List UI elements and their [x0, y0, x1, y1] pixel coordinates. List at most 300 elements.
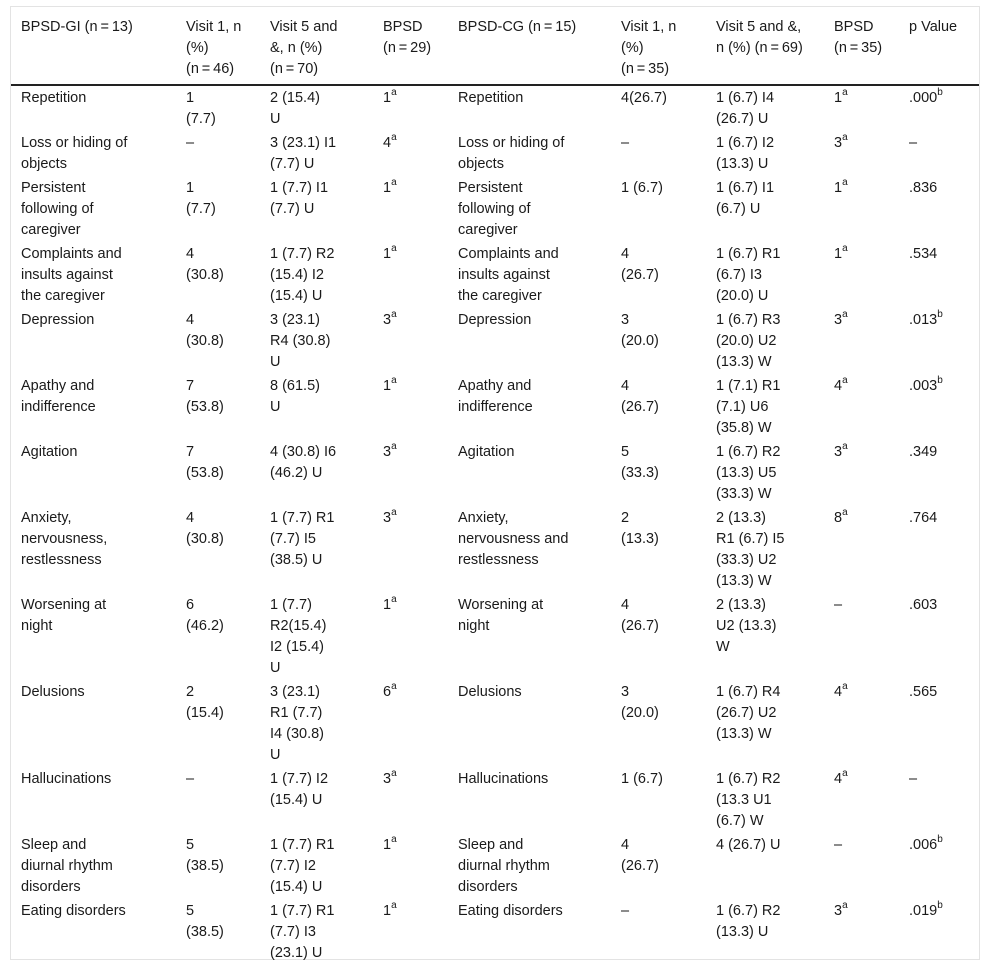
gi-bpsd-cell-value: 1	[383, 90, 392, 106]
gi-symptom-cell-line: Agitation	[21, 444, 78, 460]
cg-symptom-cell-line: Repetition	[458, 90, 524, 106]
cg-visit1-cell-line: (20.0)	[621, 333, 659, 349]
gi-bpsd-cell	[373, 506, 448, 593]
header-line: (n = 35)	[834, 40, 883, 56]
gi-symptom-cell	[11, 767, 176, 833]
p-value-cell-value: .013	[909, 312, 938, 328]
cg-visit5-cell	[706, 440, 824, 506]
cg-symptom-cell	[448, 374, 611, 440]
gi-bpsd-cell	[373, 374, 448, 440]
gi-symptom-cell	[11, 85, 176, 131]
cg-visit5-cell-line: 1 (6.7) R3	[716, 312, 781, 328]
gi-symptom-cell	[11, 374, 176, 440]
cg-visit1-cell-line: –	[621, 135, 630, 151]
gi-visit5-cell-line: (7.7) U	[270, 156, 315, 172]
gi-visit5-cell	[260, 593, 373, 680]
table-frame	[10, 6, 980, 960]
header-line: Visit 5 and &,	[716, 19, 802, 35]
gi-symptom-cell-line: Eating disorders	[21, 903, 126, 919]
gi-symptom-cell-line: indifference	[21, 399, 96, 415]
header-line: Visit 1, n	[186, 19, 242, 35]
cg-visit5-cell	[706, 899, 824, 965]
gi-bpsd-cell-value: 3	[383, 510, 392, 526]
gi-bpsd-cell-footnote: a	[391, 834, 397, 846]
cg-symptom-cell	[448, 593, 611, 680]
cg-visit1-cell	[611, 899, 706, 965]
cg-symptom-cell-line: night	[458, 618, 490, 634]
cg-bpsd-cell-value: 1	[834, 180, 843, 196]
gi-symptom-cell-line: the caregiver	[21, 288, 105, 304]
cg-symptom-cell-line: disorders	[458, 879, 518, 895]
cg-bpsd-cell-value: –	[834, 837, 843, 853]
cg-visit5-cell-line: (6.7) W	[716, 813, 764, 829]
p-value-cell-footnote: b	[937, 87, 943, 99]
gi-symptom-cell-line: disorders	[21, 879, 81, 895]
gi-bpsd-cell-footnote: a	[391, 87, 397, 99]
cg-visit1-cell-line: (26.7)	[621, 399, 659, 415]
p-value-cell	[899, 176, 979, 242]
table-row	[11, 767, 979, 833]
gi-visit5-cell-line: (7.7) I5	[270, 531, 316, 547]
cg-visit1-cell-line: 4	[621, 837, 630, 853]
p-value-cell-value: .349	[909, 444, 938, 460]
cg-visit1-cell	[611, 176, 706, 242]
header-line: (n = 35)	[621, 61, 670, 77]
cg-bpsd-cell	[824, 440, 899, 506]
cg-bpsd-cell	[824, 85, 899, 131]
gi-bpsd-cell-footnote: a	[391, 309, 397, 321]
gi-symptom-cell-line: Loss or hiding of	[21, 135, 128, 151]
p-value-cell-value: –	[909, 135, 918, 151]
gi-visit1-cell-line: (53.8)	[186, 465, 224, 481]
gi-bpsd-cell-value: 3	[383, 444, 392, 460]
p-value-cell	[899, 242, 979, 308]
gi-visit1-cell	[176, 593, 260, 680]
gi-visit1-cell-line: (15.4)	[186, 705, 224, 721]
gi-visit5-cell-line: 3 (23.1)	[270, 684, 320, 700]
cg-visit5-cell	[706, 242, 824, 308]
col-cg-visit1-header	[611, 7, 706, 85]
gi-symptom-cell-line: nervousness,	[21, 531, 108, 547]
gi-symptom-cell-line: caregiver	[21, 222, 81, 238]
gi-visit5-cell	[260, 767, 373, 833]
cg-bpsd-cell-value: 3	[834, 444, 843, 460]
gi-visit1-cell	[176, 899, 260, 965]
cg-bpsd-cell-footnote: a	[842, 87, 848, 99]
cg-visit5-cell-line: 2 (13.3)	[716, 510, 766, 526]
gi-visit1-cell	[176, 176, 260, 242]
table-row	[11, 680, 979, 767]
cg-visit1-cell-line: –	[621, 903, 630, 919]
cg-visit1-cell-line: 2	[621, 510, 630, 526]
cg-symptom-cell	[448, 308, 611, 374]
gi-bpsd-cell-footnote: a	[391, 243, 397, 255]
header-line: (n = 70)	[270, 61, 319, 77]
cg-visit5-cell-line: (13.3 U1	[716, 792, 772, 808]
cg-bpsd-cell-value: 3	[834, 312, 843, 328]
gi-visit1-cell	[176, 374, 260, 440]
p-value-cell	[899, 593, 979, 680]
cg-visit5-cell-line: (13.3) W	[716, 573, 772, 589]
gi-visit5-cell	[260, 85, 373, 131]
header-line: BPSD	[834, 19, 874, 35]
gi-symptom-cell-line: night	[21, 618, 53, 634]
gi-bpsd-cell	[373, 767, 448, 833]
cg-visit5-cell-line: 1 (7.1) R1	[716, 378, 781, 394]
p-value-cell-value: .565	[909, 684, 938, 700]
gi-visit5-cell-line: (15.4) U	[270, 792, 323, 808]
cg-visit5-cell-line: (33.3) U2	[716, 552, 777, 568]
cg-visit5-cell-line: 1 (6.7) R2	[716, 903, 781, 919]
gi-visit1-cell-line: –	[186, 771, 195, 787]
gi-visit1-cell-line: (53.8)	[186, 399, 224, 415]
gi-symptom-cell	[11, 680, 176, 767]
cg-bpsd-cell	[824, 593, 899, 680]
table-row	[11, 833, 979, 899]
gi-bpsd-cell-value: 4	[383, 135, 392, 151]
gi-visit1-cell-line: 5	[186, 837, 195, 853]
gi-symptom-cell-line: Apathy and	[21, 378, 95, 394]
p-value-cell	[899, 506, 979, 593]
gi-bpsd-cell	[373, 176, 448, 242]
cg-symptom-cell-line: Depression	[458, 312, 532, 328]
gi-visit5-cell-line: 2 (15.4)	[270, 90, 320, 106]
cg-bpsd-cell-footnote: a	[842, 177, 848, 189]
cg-visit5-cell-line: 4 (26.7) U	[716, 837, 781, 853]
p-value-cell-footnote: b	[937, 375, 943, 387]
gi-visit5-cell-line: I2 (15.4)	[270, 639, 324, 655]
gi-visit5-cell	[260, 242, 373, 308]
cg-bpsd-cell-footnote: a	[842, 132, 848, 144]
cg-visit1-cell-line: 5	[621, 444, 630, 460]
cg-bpsd-cell	[824, 767, 899, 833]
gi-symptom-cell-line: Persistent	[21, 180, 86, 196]
gi-symptom-cell	[11, 131, 176, 176]
cg-visit5-cell	[706, 767, 824, 833]
header-line: p Value	[909, 19, 958, 35]
gi-visit5-cell-line: R1 (7.7)	[270, 705, 323, 721]
col-bpsd-cg-header	[448, 7, 611, 85]
gi-visit1-cell-line: (30.8)	[186, 333, 224, 349]
gi-visit5-cell-line: 4 (30.8) I6	[270, 444, 337, 460]
cg-visit1-cell	[611, 593, 706, 680]
gi-symptom-cell	[11, 833, 176, 899]
gi-visit5-cell-line: 8 (61.5)	[270, 378, 320, 394]
gi-bpsd-cell-footnote: a	[391, 768, 397, 780]
gi-symptom-cell	[11, 308, 176, 374]
gi-visit5-cell-line: (46.2) U	[270, 465, 323, 481]
gi-visit5-cell	[260, 506, 373, 593]
p-value-cell-value: .603	[909, 597, 938, 613]
header-line: BPSD-CG (n = 15)	[458, 19, 577, 35]
header-line: n (%) (n = 69)	[716, 40, 803, 56]
header-line: BPSD-GI (n = 13)	[21, 19, 133, 35]
cg-visit1-cell-line: (26.7)	[621, 618, 659, 634]
cg-visit5-cell-line: (33.3) W	[716, 486, 772, 502]
gi-bpsd-cell-value: 3	[383, 771, 392, 787]
gi-visit5-cell-line: U	[270, 399, 281, 415]
cg-visit5-cell-line: (13.3) W	[716, 354, 772, 370]
gi-visit1-cell-line: 4	[186, 510, 195, 526]
gi-visit1-cell-line: (7.7)	[186, 111, 216, 127]
header-line: Visit 1, n	[621, 19, 677, 35]
table-row	[11, 308, 979, 374]
gi-visit1-cell	[176, 308, 260, 374]
header-line: Visit 5 and	[270, 19, 338, 35]
cg-bpsd-cell-value: 1	[834, 246, 843, 262]
p-value-cell	[899, 374, 979, 440]
gi-bpsd-cell-footnote: a	[391, 594, 397, 606]
bpsd-comparison-table	[11, 7, 979, 965]
gi-symptom-cell	[11, 242, 176, 308]
gi-visit5-cell-line: (15.4) U	[270, 879, 323, 895]
gi-visit5-cell-line: I4 (30.8)	[270, 726, 324, 742]
cg-visit5-cell	[706, 374, 824, 440]
p-value-cell	[899, 131, 979, 176]
cg-visit5-cell-line: (13.3) U	[716, 156, 769, 172]
cg-bpsd-cell-value: 1	[834, 90, 843, 106]
table-header	[11, 7, 979, 85]
gi-visit1-cell-line: 1	[186, 180, 195, 196]
gi-bpsd-cell-value: 1	[383, 246, 392, 262]
cg-visit1-cell-line: 4	[621, 378, 630, 394]
gi-visit5-cell	[260, 680, 373, 767]
cg-visit1-cell-line: 4	[621, 597, 630, 613]
cg-visit1-cell-line: 4(26.7)	[621, 90, 667, 106]
cg-visit5-cell	[706, 176, 824, 242]
gi-visit1-cell-line: 5	[186, 903, 195, 919]
cg-bpsd-cell	[824, 242, 899, 308]
cg-visit1-cell-line: (20.0)	[621, 705, 659, 721]
gi-symptom-cell	[11, 176, 176, 242]
gi-visit1-cell-line: 2	[186, 684, 195, 700]
col-cg-visit5-header	[706, 7, 824, 85]
table-row	[11, 593, 979, 680]
cg-visit1-cell	[611, 680, 706, 767]
gi-visit1-cell	[176, 506, 260, 593]
cg-symptom-cell	[448, 176, 611, 242]
header-line: (n = 46)	[186, 61, 235, 77]
cg-bpsd-cell-value: 3	[834, 135, 843, 151]
cg-bpsd-cell	[824, 131, 899, 176]
gi-symptom-cell-line: Complaints and	[21, 246, 122, 262]
gi-visit1-cell-line: (38.5)	[186, 858, 224, 874]
gi-visit5-cell-line: 1 (7.7) R2	[270, 246, 335, 262]
cg-visit1-cell	[611, 506, 706, 593]
cg-symptom-cell	[448, 242, 611, 308]
cg-visit5-cell-line: 1 (6.7) I4	[716, 90, 775, 106]
header-row	[11, 7, 979, 85]
cg-visit5-cell-line: (6.7) I3	[716, 267, 762, 283]
gi-visit5-cell-line: (23.1) U	[270, 945, 323, 961]
gi-symptom-cell-line: insults against	[21, 267, 113, 283]
cg-bpsd-cell-value: –	[834, 597, 843, 613]
col-gi-visit5-header	[260, 7, 373, 85]
gi-bpsd-cell	[373, 833, 448, 899]
gi-symptom-cell-line: Repetition	[21, 90, 87, 106]
cg-bpsd-cell	[824, 680, 899, 767]
table-row	[11, 242, 979, 308]
gi-bpsd-cell	[373, 593, 448, 680]
cg-bpsd-cell-value: 3	[834, 903, 843, 919]
cg-bpsd-cell-value: 4	[834, 771, 843, 787]
gi-bpsd-cell-footnote: a	[391, 507, 397, 519]
gi-visit1-cell	[176, 440, 260, 506]
col-cg-bpsd-header	[824, 7, 899, 85]
cg-visit1-cell-line: 1 (6.7)	[621, 180, 663, 196]
gi-bpsd-cell-footnote: a	[391, 681, 397, 693]
cg-symptom-cell-line: diurnal rhythm	[458, 858, 550, 874]
gi-bpsd-cell-footnote: a	[391, 132, 397, 144]
cg-visit1-cell-line: (13.3)	[621, 531, 659, 547]
col-p-value-header	[899, 7, 979, 85]
cg-visit5-cell-line: (26.7) U2	[716, 705, 777, 721]
gi-symptom-cell	[11, 593, 176, 680]
gi-symptom-cell-line: Worsening at	[21, 597, 107, 613]
cg-symptom-cell-line: Hallucinations	[458, 771, 549, 787]
cg-visit5-cell-line: (7.1) U6	[716, 399, 769, 415]
gi-visit1-cell	[176, 242, 260, 308]
p-value-cell	[899, 680, 979, 767]
gi-visit5-cell-line: (15.4) I2	[270, 267, 324, 283]
p-value-cell-footnote: b	[937, 834, 943, 846]
cg-bpsd-cell-footnote: a	[842, 507, 848, 519]
cg-visit5-cell-line: R1 (6.7) I5	[716, 531, 785, 547]
gi-visit5-cell-line: (38.5) U	[270, 552, 323, 568]
gi-symptom-cell-line: Anxiety,	[21, 510, 72, 526]
cg-visit5-cell-line: (6.7) U	[716, 201, 761, 217]
gi-bpsd-cell	[373, 680, 448, 767]
cg-visit5-cell-line: 2 (13.3)	[716, 597, 766, 613]
gi-visit1-cell	[176, 131, 260, 176]
cg-bpsd-cell-footnote: a	[842, 309, 848, 321]
gi-symptom-cell	[11, 899, 176, 965]
gi-visit5-cell	[260, 374, 373, 440]
table-row	[11, 85, 979, 131]
cg-symptom-cell	[448, 833, 611, 899]
gi-symptom-cell-line: diurnal rhythm	[21, 858, 113, 874]
gi-bpsd-cell-footnote: a	[391, 441, 397, 453]
cg-bpsd-cell-footnote: a	[842, 768, 848, 780]
p-value-cell-footnote: b	[937, 309, 943, 321]
gi-bpsd-cell-value: 1	[383, 180, 392, 196]
cg-visit5-cell-line: U2 (13.3)	[716, 618, 777, 634]
cg-symptom-cell	[448, 767, 611, 833]
gi-visit5-cell-line: (7.7) I2	[270, 858, 316, 874]
gi-visit5-cell-line: 1 (7.7) R1	[270, 903, 335, 919]
header-line: &, n (%)	[270, 40, 323, 56]
header-line: BPSD	[383, 19, 423, 35]
gi-visit5-cell-line: 3 (23.1)	[270, 312, 320, 328]
cg-symptom-cell-line: Delusions	[458, 684, 522, 700]
gi-symptom-cell	[11, 506, 176, 593]
gi-symptom-cell-line: objects	[21, 156, 67, 172]
cg-visit1-cell-line: 3	[621, 684, 630, 700]
cg-bpsd-cell-footnote: a	[842, 900, 848, 912]
cg-visit5-cell-line: 1 (6.7) I1	[716, 180, 775, 196]
cg-bpsd-cell	[824, 506, 899, 593]
cg-visit5-cell	[706, 506, 824, 593]
gi-symptom-cell-line: Sleep and	[21, 837, 87, 853]
gi-visit1-cell	[176, 833, 260, 899]
cg-symptom-cell-line: Agitation	[458, 444, 515, 460]
cg-visit1-cell-line: 3	[621, 312, 630, 328]
cg-symptom-cell-line: Apathy and	[458, 378, 532, 394]
gi-visit1-cell-line: 6	[186, 597, 195, 613]
cg-symptom-cell-line: nervousness and	[458, 531, 569, 547]
cg-symptom-cell-line: Loss or hiding of	[458, 135, 565, 151]
gi-bpsd-cell-value: 6	[383, 684, 392, 700]
cg-bpsd-cell-value: 8	[834, 510, 843, 526]
cg-symptom-cell-line: following of	[458, 201, 531, 217]
gi-symptom-cell-line: restlessness	[21, 552, 102, 568]
cg-visit5-cell-line: (35.8) W	[716, 420, 772, 436]
gi-visit5-cell	[260, 833, 373, 899]
table-row	[11, 899, 979, 965]
gi-visit5-cell-line: 1 (7.7)	[270, 597, 312, 613]
cg-symptom-cell-line: Anxiety,	[458, 510, 509, 526]
gi-visit5-cell-line: R2(15.4)	[270, 618, 327, 634]
gi-symptom-cell-line: following of	[21, 201, 94, 217]
cg-visit1-cell-line: 4	[621, 246, 630, 262]
cg-visit1-cell	[611, 833, 706, 899]
cg-visit5-cell	[706, 85, 824, 131]
p-value-cell-value: –	[909, 771, 918, 787]
cg-visit5-cell-line: 1 (6.7) R2	[716, 771, 781, 787]
p-value-cell-value: .534	[909, 246, 938, 262]
cg-bpsd-cell	[824, 176, 899, 242]
gi-visit5-cell	[260, 131, 373, 176]
cg-visit5-cell-line: 1 (6.7) R1	[716, 246, 781, 262]
gi-visit1-cell-line: (38.5)	[186, 924, 224, 940]
cg-symptom-cell-line: insults against	[458, 267, 550, 283]
cg-visit1-cell	[611, 308, 706, 374]
cg-symptom-cell-line: Worsening at	[458, 597, 544, 613]
p-value-cell-value: .836	[909, 180, 938, 196]
cg-symptom-cell-line: Eating disorders	[458, 903, 563, 919]
gi-visit5-cell-line: 1 (7.7) R1	[270, 837, 335, 853]
cg-visit5-cell-line: (20.0) U2	[716, 333, 777, 349]
cg-symptom-cell	[448, 506, 611, 593]
gi-visit1-cell	[176, 85, 260, 131]
p-value-cell-value: .006	[909, 837, 938, 853]
gi-bpsd-cell-footnote: a	[391, 900, 397, 912]
cg-visit5-cell-line: (26.7) U	[716, 111, 769, 127]
cg-visit5-cell-line: (13.3) U5	[716, 465, 777, 481]
p-value-cell	[899, 308, 979, 374]
gi-visit1-cell-line: (46.2)	[186, 618, 224, 634]
gi-visit1-cell-line: (30.8)	[186, 531, 224, 547]
cg-symptom-cell	[448, 85, 611, 131]
gi-visit1-cell-line: (7.7)	[186, 201, 216, 217]
gi-visit5-cell-line: 1 (7.7) R1	[270, 510, 335, 526]
cg-visit5-cell-line: (13.3) U	[716, 924, 769, 940]
cg-visit5-cell-line: 1 (6.7) R2	[716, 444, 781, 460]
gi-visit1-cell-line: 4	[186, 312, 195, 328]
gi-bpsd-cell-value: 1	[383, 903, 392, 919]
cg-visit5-cell	[706, 308, 824, 374]
cg-symptom-cell-line: the caregiver	[458, 288, 542, 304]
cg-symptom-cell	[448, 899, 611, 965]
gi-visit1-cell	[176, 680, 260, 767]
header-line: (n = 29)	[383, 40, 432, 56]
cg-bpsd-cell-footnote: a	[842, 441, 848, 453]
cg-bpsd-cell	[824, 308, 899, 374]
gi-visit5-cell-line: U	[270, 747, 281, 763]
gi-bpsd-cell-footnote: a	[391, 177, 397, 189]
cg-bpsd-cell-value: 4	[834, 378, 843, 394]
header-line: (%)	[621, 40, 644, 56]
